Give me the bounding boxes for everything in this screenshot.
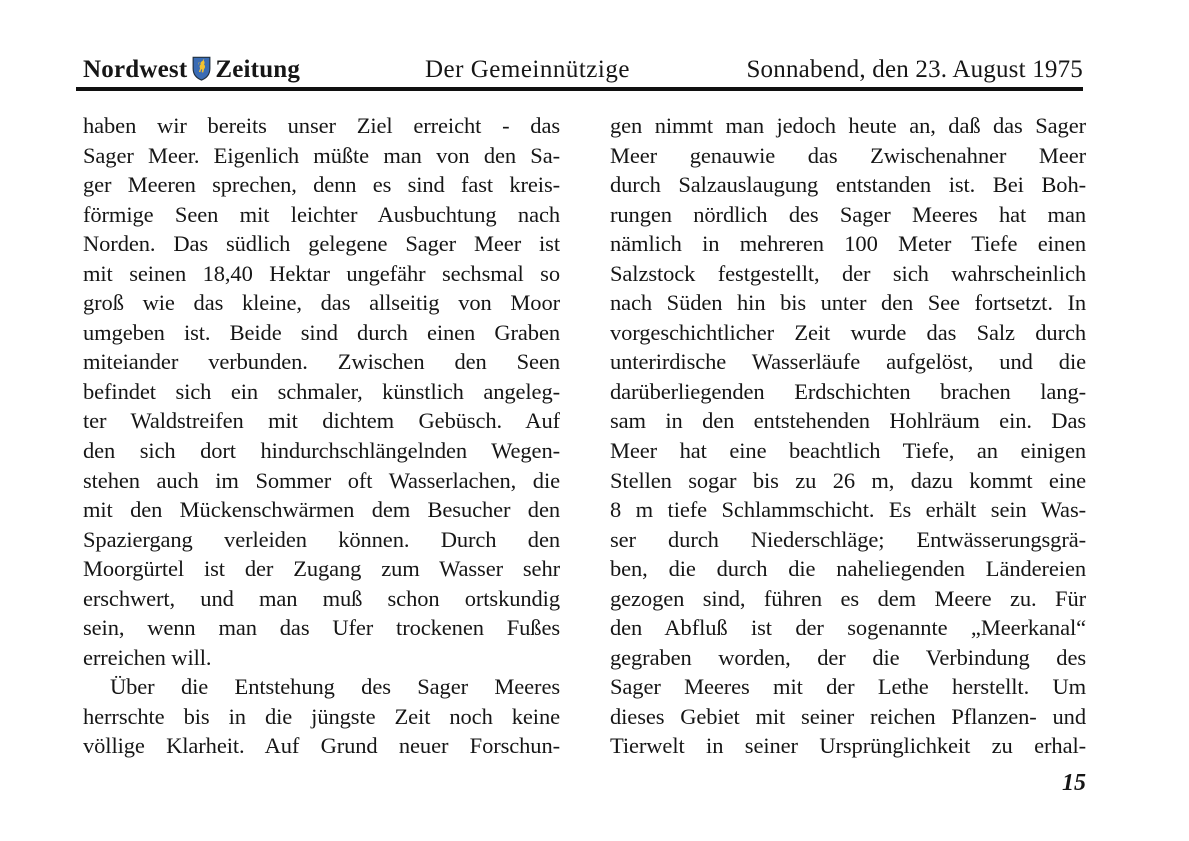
- text-line: förmige Seen mit leichter Ausbuchtung nach: [83, 201, 560, 227]
- brand-word-right: Zeitung: [215, 56, 301, 83]
- text-line: völlige Klarheit. Auf Grund neuer Forschun-: [83, 733, 560, 759]
- text-line: Sager Meer. Eigenlich müßte man von den Sa-: [83, 142, 560, 168]
- coat-of-arms-icon: [192, 56, 211, 81]
- text-line: gezogen sind, führen es dem Meere zu. Für: [610, 585, 1086, 611]
- masthead: [83, 55, 1083, 85]
- text-line: sein, wenn man das Ufer trockenen Fußes: [83, 615, 560, 641]
- text-line: Tierwelt in seiner Ursprünglichkeit zu erhal-: [610, 733, 1086, 759]
- text-line: Moorgürtel ist der Zugang zum Wasser sehr: [83, 556, 560, 582]
- masthead-date: Sonnabend, den 23. August 1975: [746, 56, 1083, 83]
- text-line: Salzstock festgestellt, der sich wahrscheinlich: [610, 260, 1086, 286]
- text-line: Sager Meeres mit der Lethe herstellt. Um: [610, 674, 1086, 700]
- text-line: Über die Entstehung des Sager Meeres: [110, 674, 560, 700]
- text-line: miteiander verbunden. Zwischen den Seen: [83, 349, 560, 375]
- text-line: nämlich in mehreren 100 Meter Tiefe einen: [610, 231, 1086, 257]
- text-line: dieses Gebiet mit seiner reichen Pflanzen- und: [610, 703, 1086, 729]
- text-line: unterirdische Wasserläufe aufgelöst, und die: [610, 349, 1086, 375]
- text-line: stehen auch im Sommer oft Wasserlachen, die: [83, 467, 560, 493]
- text-line: Meer hat eine beachtlich Tiefe, an einigen: [610, 438, 1086, 464]
- text-line: gegraben worden, der die Verbindung des: [610, 644, 1086, 670]
- article-column-left: [83, 111, 560, 761]
- text-line: Stellen sogar bis zu 26 m, dazu kommt eine: [610, 467, 1086, 493]
- text-line: gen nimmt man jedoch heute an, daß das Sager: [610, 113, 1086, 138]
- text-line: vorgeschichtlicher Zeit wurde das Salz durch: [610, 319, 1086, 345]
- article-body: [83, 111, 1086, 761]
- text-line: mit seinen 18,40 Hektar ungefähr sechsmal so: [83, 260, 560, 286]
- text-line: 8 m tiefe Schlammschicht. Es erhält sein Was-: [610, 497, 1086, 523]
- text-line: darüberliegenden Erdschichten brachen lang-: [610, 378, 1086, 404]
- article-column-right: [610, 111, 1086, 761]
- text-line: mit den Mückenschwärmen dem Besucher den: [83, 497, 560, 523]
- text-line: den sich dort hindurchschlängelnden Wegen-: [83, 438, 560, 464]
- newspaper-brand: [83, 55, 300, 85]
- page-number: 15: [1062, 770, 1086, 796]
- text-line: ger Meeren sprechen, denn es sind fast kreis-: [83, 172, 560, 198]
- text-line: befindet sich ein schmaler, künstlich angeleg-: [83, 378, 560, 404]
- text-line: sam in den entstehenden Hohlräum ein. Das: [610, 408, 1086, 434]
- text-line: haben wir bereits unser Ziel erreicht - das: [83, 113, 560, 138]
- text-line: umgeben ist. Beide sind durch einen Graben: [83, 319, 560, 345]
- text-line: groß wie das kleine, das allseitig von Moor: [83, 290, 560, 316]
- text-line: herrschte bis in die jüngste Zeit noch keine: [83, 703, 560, 729]
- text-line: ben, die durch die naheliegenden Ländereien: [610, 556, 1086, 582]
- text-line: den Abfluß ist der sogenannte „Meerkanal“: [610, 615, 1086, 641]
- text-line: Meer genauwie das Zwischenahner Meer: [610, 142, 1086, 168]
- text-line: rungen nördlich des Sager Meeres hat man: [610, 201, 1086, 227]
- masthead-rule-divider: [76, 87, 1083, 91]
- text-line: ser durch Niederschläge; Entwässerungsgrä-: [610, 526, 1086, 552]
- text-line: durch Salzauslaugung entstanden ist. Bei Boh-: [610, 172, 1086, 198]
- text-line: erschwert, und man muß schon ortskundig: [83, 585, 560, 611]
- text-line: ter Waldstreifen mit dichtem Gebüsch. Auf: [83, 408, 560, 434]
- text-line: nach Süden hin bis unter den See fortsetzt. In: [610, 290, 1086, 316]
- text-line: Spaziergang verleiden können. Durch den: [83, 526, 560, 552]
- text-line: erreichen will.: [83, 644, 212, 670]
- text-line: Norden. Das südlich gelegene Sager Meer ist: [83, 231, 560, 257]
- brand-word-left: Nordwest: [83, 56, 188, 83]
- masthead-center-title: Der Gemeinnützige: [425, 56, 630, 83]
